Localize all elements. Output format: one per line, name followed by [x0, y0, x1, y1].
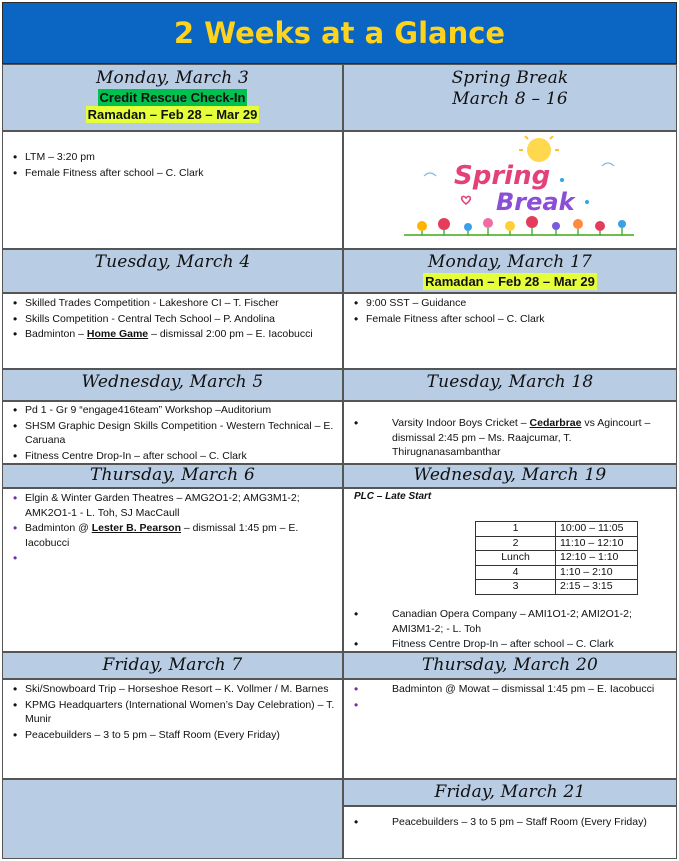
ramadan-badge: Ramadan – Feb 28 – Mar 29: [87, 107, 258, 122]
wed19-heading: Wednesday, March 19: [413, 465, 607, 485]
time-cell: 11:10 – 12:10: [556, 536, 638, 551]
thu6-header: [2, 464, 343, 488]
fri21-list: [344, 815, 676, 830]
plc-label: PLC – Late Start: [354, 491, 432, 502]
tue18-heading: Tuesday, March 18: [426, 372, 594, 392]
tue18-body: [343, 401, 677, 464]
table-row: [476, 580, 638, 595]
mon17-list: [344, 296, 676, 326]
list-item-empty: [344, 698, 676, 712]
tue4-list: [3, 296, 342, 342]
mon3-body: [2, 131, 343, 249]
fri21-header: [343, 779, 677, 806]
cricket-text: vs Agincourt – dismissal 2:45 pm – Ms. Raajcumar, T. Thirugnanasambanthar: [392, 417, 651, 458]
badminton-text: Badminton @: [25, 522, 92, 534]
time-cell: 2:15 – 3:15: [556, 580, 638, 595]
tue18-list: [344, 416, 676, 460]
list-item: • Pd 1 - Gr 9 “engage416team” Workshop –Auditorium: [3, 403, 342, 418]
heart-icon: [462, 196, 471, 204]
wed19-header: [343, 464, 677, 488]
wed19-list: [344, 607, 674, 652]
time-cell: 12:10 – 1:10: [556, 551, 638, 566]
thu6-list: [3, 491, 342, 565]
table-row: [476, 522, 638, 537]
list-item: • Skilled Trades Competition - Lakeshore CI – T. Fischer: [3, 296, 342, 311]
spring-break-dates: March 8 – 16: [452, 89, 568, 109]
cricket-text: Varsity Indoor Boys Cricket –: [392, 417, 530, 429]
badminton-text: – dismissal 2:00 pm – E. Iacobucci: [148, 328, 313, 340]
mon17-body: [343, 293, 677, 369]
wed5-list: [3, 403, 342, 463]
period-cell: 4: [476, 565, 556, 580]
badminton-text: – dismissal 1:45 pm – E. Iacobucci: [25, 522, 299, 549]
period-cell: Lunch: [476, 551, 556, 566]
list-item: • LTM – 3:20 pm: [3, 150, 342, 165]
list-item: [344, 416, 676, 460]
period-cell: 1: [476, 522, 556, 537]
list-item: • Female Fitness after school – C. Clark: [344, 312, 676, 327]
cedarbrae-link[interactable]: Cedarbrae: [529, 417, 582, 429]
title-bar: [2, 2, 677, 64]
thu20-header: [343, 652, 677, 679]
list-item: [3, 327, 342, 342]
fri21-heading: Friday, March 21: [434, 782, 586, 802]
wed19-body: [343, 488, 677, 652]
lester-pearson-link[interactable]: Lester B. Pearson: [91, 522, 181, 534]
sun-icon: [527, 138, 551, 162]
home-game-link[interactable]: Home Game: [86, 328, 149, 340]
tue4-body: [2, 293, 343, 369]
spring-break-label: Spring Break: [451, 68, 569, 88]
period-cell: 2: [476, 536, 556, 551]
time-cell: 1:10 – 2:10: [556, 565, 638, 580]
tue4-heading: Tuesday, March 4: [94, 252, 251, 272]
period-cell: 3: [476, 580, 556, 595]
list-item: • Fitness Centre Drop-In – after school – C. Clark: [344, 637, 674, 652]
late-start-schedule: [475, 521, 638, 595]
time-cell: 10:00 – 11:05: [556, 522, 638, 537]
ramadan-badge: Ramadan – Feb 28 – Mar 29: [425, 274, 595, 289]
list-item: • Fitness Centre Drop-In – after school – C. Clark: [3, 449, 342, 464]
break-word: Break: [496, 188, 575, 216]
thu6-heading: Thursday, March 6: [89, 465, 256, 485]
fri21-body: [343, 806, 677, 859]
page-title: 2 Weeks at a Glance: [173, 16, 506, 50]
thu20-heading: Thursday, March 20: [421, 655, 599, 675]
fri7-body: [2, 679, 343, 779]
fri7-header: [2, 652, 343, 679]
list-item: [3, 521, 342, 550]
mon3-heading: Monday, March 3: [95, 68, 250, 88]
wed5-heading: Wednesday, March 5: [81, 372, 264, 392]
list-item-empty: [3, 551, 342, 565]
thu20-list: [344, 682, 676, 712]
list-item: • KPMG Headquarters (International Women’s Day Celebration) – T. Munir: [3, 698, 342, 727]
thu6-body: [2, 488, 343, 652]
mon17-heading: Monday, March 17: [427, 252, 593, 272]
badminton-text: Badminton –: [25, 328, 87, 340]
tue18-header: [343, 369, 677, 401]
list-item: • Peacebuilders – 3 to 5 pm – Staff Room (Every Friday): [3, 728, 342, 743]
list-item: • Elgin & Winter Garden Theatres – AMG2O1-2; AMG3M1-2; AMK2O1-1 - L. Toh, SJ MacCaull: [3, 491, 342, 520]
flowers-icon: [404, 216, 634, 236]
spring-break-illustration: [384, 136, 644, 246]
empty-blue-cell: [2, 779, 343, 859]
table-row: [476, 565, 638, 580]
tue4-header: [2, 249, 343, 293]
list-item: • Peacebuilders – 3 to 5 pm – Staff Room (Every Friday): [344, 815, 676, 830]
spring-word: Spring: [454, 161, 551, 191]
wed5-header: [2, 369, 343, 401]
fri7-list: [3, 682, 342, 742]
list-item: • Ski/Snowboard Trip – Horseshoe Resort – K. Vollmer / M. Barnes: [3, 682, 342, 697]
list-item: • SHSM Graphic Design Skills Competition - Western Technical – E. Caruana: [3, 419, 342, 448]
list-item: • Badminton @ Mowat – dismissal 1:45 pm – E. Iacobucci: [344, 682, 676, 697]
mon3-header: [2, 64, 343, 131]
spring-break-header: [343, 64, 677, 131]
thu20-body: [343, 679, 677, 779]
list-item: • Canadian Opera Company – AMI1O1-2; AMI2O1-2; AMI3M1-2; - L. Toh: [344, 607, 674, 636]
wed5-body: [2, 401, 343, 464]
list-item: • Skills Competition - Central Tech School – P. Andolina: [3, 312, 342, 327]
table-row: [476, 536, 638, 551]
mon3-list: [3, 150, 342, 180]
list-item: • Female Fitness after school – C. Clark: [3, 166, 342, 181]
credit-rescue-badge: Credit Rescue Check-In: [99, 90, 246, 105]
table-row: [476, 551, 638, 566]
mon17-header: [343, 249, 677, 293]
list-item: • 9:00 SST – Guidance: [344, 296, 676, 311]
spring-break-image-cell: [343, 131, 677, 249]
fri7-heading: Friday, March 7: [102, 655, 243, 675]
